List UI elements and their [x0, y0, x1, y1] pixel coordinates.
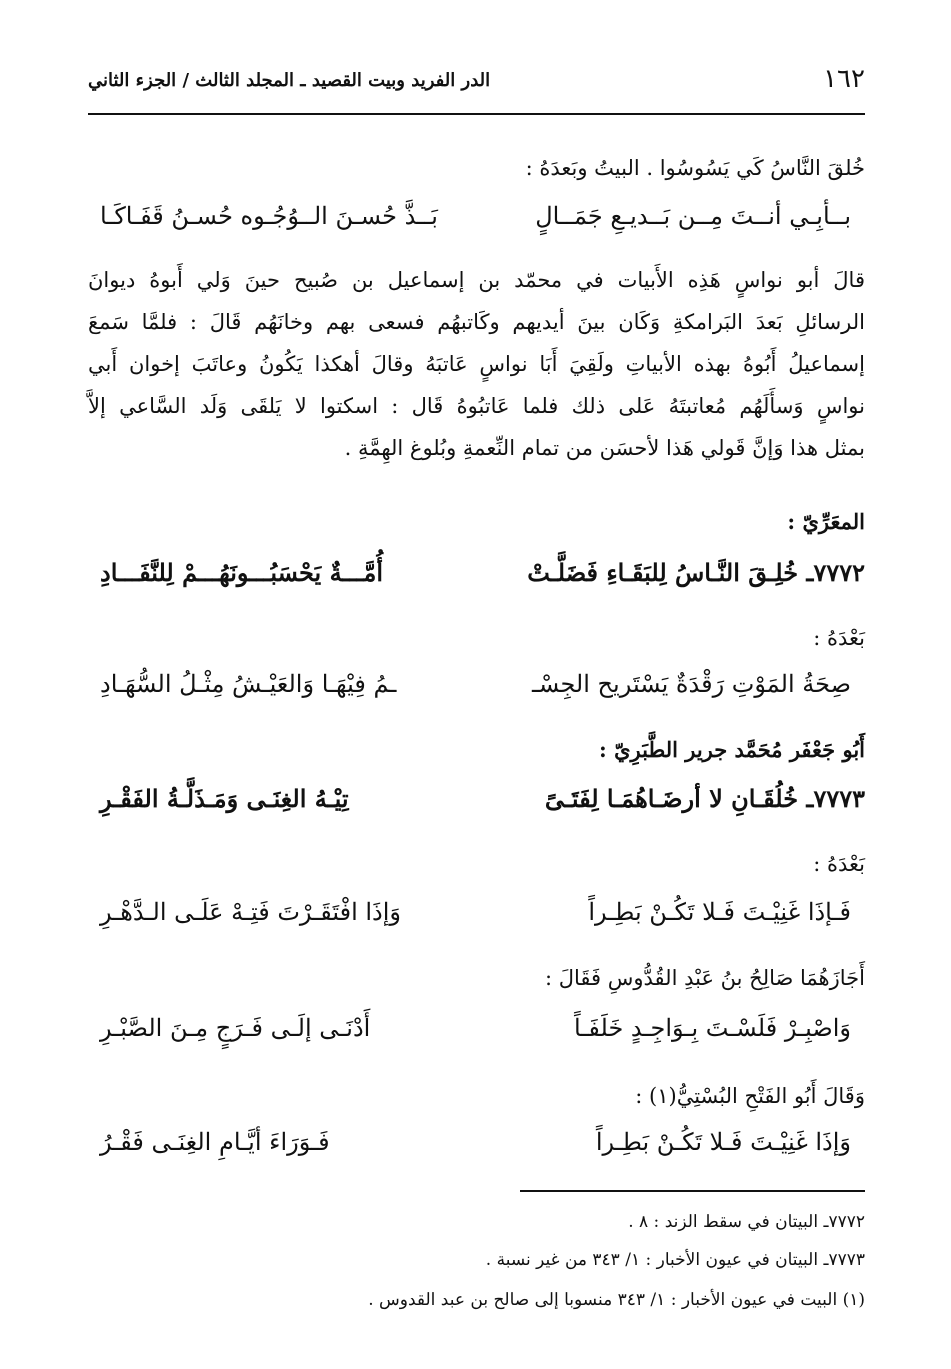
- verse-5: [100, 898, 851, 942]
- poet-heading-3: أَجَازَهُمَا صَالِحُ بنُ عَبْدِ القُدُّوسِ فَقَالَ :: [545, 966, 865, 990]
- prose-line-4: نواسٍ وَسأَلَهُم مُعاتبتَهُ عَلى ذلك فلما عَاتبُوهُ قَال : اسكتوا لا يَلقَى وَلَد السَّاعي إلاَّ: [88, 394, 865, 418]
- verse-6-first-hemistich: وَاصْبِـرْ فَلَسْـتَ بِـوَاجِـدٍ خَلَفَـاً: [574, 1014, 851, 1042]
- footnote-7772: ٧٧٧٢ـ البيتان في سقط الزند : ٨ .: [628, 1212, 865, 1232]
- verse-7772-second-hemistich: أُمَّـــةٌ يَحْسَبُـــونَهُـــمْ لِلنَّفَـــادِ: [100, 558, 384, 587]
- verse-3-first-hemistich: صِحَةُ المَوْتِ رَقْدَةٌ يَسْتَريح الجِسْـ: [532, 670, 851, 698]
- verse-3: [100, 670, 851, 714]
- verse-3-second-hemistich: ـمُ فِيْهَـا وَالعَيْـشُ مِثْـلُ السُّهَـادِ: [100, 670, 397, 698]
- prose-line-5: بمثل هذا وَإنَّ قَولي هَذا لأحسَن من تمام النِّعمةِ وبُلوغ الهِمَّةِ .: [344, 436, 865, 460]
- verse-7-second-hemistich: فَـوَرَاءَ أيَّـامِ الغِنَـى فَقْـرُ: [100, 1128, 330, 1156]
- poet-heading-1: المعَرِّيّ :: [787, 509, 865, 534]
- after-label-1: بَعْدَهُ :: [813, 626, 865, 650]
- footnote-rule: [520, 1190, 865, 1192]
- verse-1-second-hemistich: بَــذَّ حُسـنَ الــوُجُـوه حُسـنُ قَفَـاكَـا: [100, 202, 438, 230]
- verse-1-first-hemistich: بــأبِـي أنــتَ مِــن بَــديـعِ جَمَــالٍ: [535, 202, 851, 230]
- prose-line-2: الرسائلِ بَعدَ البَرامكةِ وَكَان بينَ أيديهم وكَاتبهُم فسعى بهم وخانَهُم قَالَ : فلمَّا سَمعَ: [88, 310, 865, 334]
- verse-7: [100, 1128, 851, 1172]
- verse-1: [100, 202, 851, 246]
- footnote-7773: ٧٧٧٣ـ البيتان في عيون الأخبار : ١/ ٣٤٣ من غير نسبة .: [485, 1250, 865, 1270]
- footnote-1: (١) البيت في عيون الأخبار : ١/ ٣٤٣ منسوبا إلى صالح بن عبد القدوس .: [368, 1290, 865, 1310]
- verse-7773: [100, 784, 865, 828]
- poet-heading-2: أَبُو جَعْفَر مُحَمَّد جرير الطَّبَرِيّ :: [599, 737, 865, 762]
- verse-5-second-hemistich: وَإذَا افْتَقَـرْتَ فَتِـهْ عَلَـى الـدَّهْـرِ: [100, 898, 401, 926]
- prose-line-1: قالَ أبو نواسٍ هَذِه الأَبيات في محمّد بن إسماعيل بن صُبيح حينَ وَلي أَبوهُ ديوانَ: [88, 268, 865, 292]
- running-title: الدر الفريد وبيت القصيد ـ المجلد الثالث / الجزء الثاني: [88, 70, 491, 91]
- header-rule: [88, 113, 865, 115]
- poet-heading-4: وَقَالَ أَبُو الفَتْحِ البُسْتِيُّ(١) :: [635, 1084, 865, 1108]
- verse-7773-second-hemistich: تِيْـهُ الغِنَـى وَمَـذَلَّـةُ الفَقْـرِ: [100, 784, 349, 813]
- prose-line-3: إسماعيلُ أَبُوهُ بهذه الأبياتِ ولَقِيَ أَبَا نواسٍ عَاتبَهُ وقالَ أهكذا يَكُونُ وعاتَبَ إخوان أَبي: [88, 352, 865, 376]
- page-number: ١٦٢: [823, 64, 865, 94]
- verse-6-second-hemistich: أَدْنَـى إلَـى فَـرَجٍ مِـنَ الصَّبْـرِ: [100, 1014, 371, 1042]
- verse-6: [100, 1014, 851, 1058]
- verse-7773-first-hemistich: ٧٧٧٣ـ خُلُقَـانِ لا أرضَـاهُمَـا لِفَتَـىً: [544, 784, 865, 813]
- verse-5-first-hemistich: فَـإذَا غَنِيْـتَ فَـلا تَكُـنْ بَطِـراً: [588, 898, 851, 926]
- verse-7772-first-hemistich: ٧٧٧٢ـ خُلِـقَ النَّـاسُ لِلبَقَـاءِ فَضَلَّـتْ: [527, 558, 865, 587]
- verse-7772: [100, 558, 865, 602]
- after-label-2: بَعْدَهُ :: [813, 852, 865, 876]
- page-header: [88, 64, 865, 104]
- intro-line: خُلقَ النَّاسُ كَي يَسُوسُوا . البيتُ وبَعدَهُ :: [525, 156, 865, 180]
- verse-7-first-hemistich: وَإذَا غَنِيْـتَ فَـلا تَكُـنْ بَطِـراً: [595, 1128, 851, 1156]
